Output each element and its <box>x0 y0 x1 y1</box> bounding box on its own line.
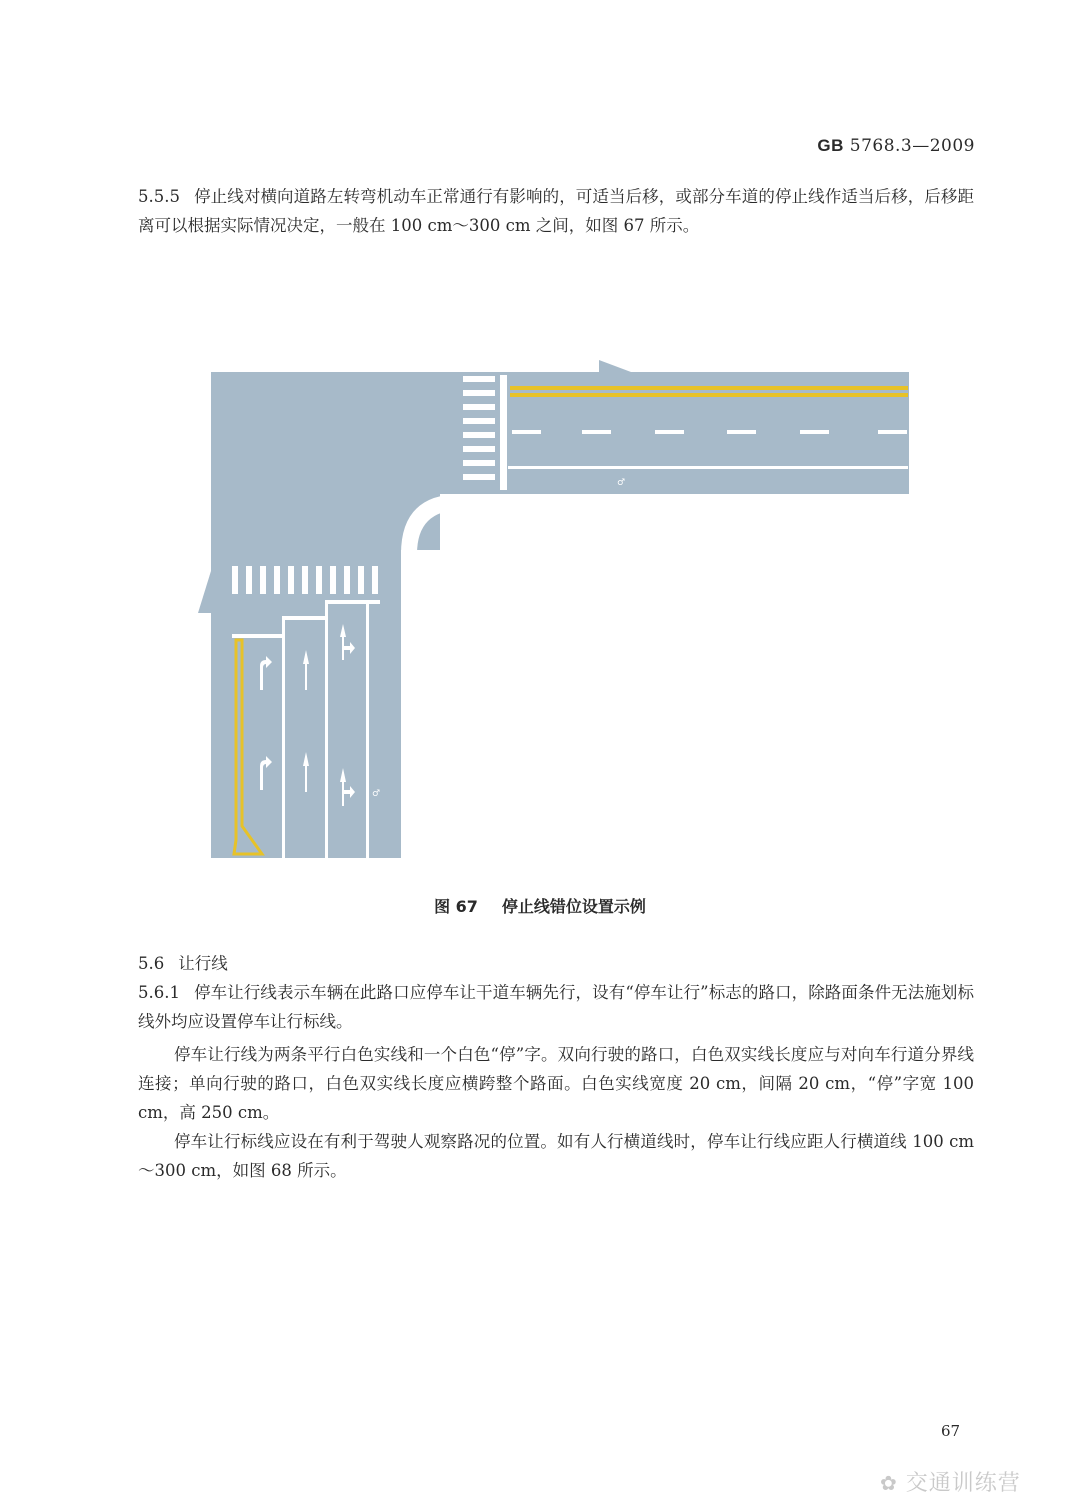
figure-number: 图 67 <box>434 897 478 916</box>
paragraph-stop-yield-line: 停车让行线为两条平行白色实线和一个白色“停”字。双向行驶的路口，白色双实线长度应与对向车行道分界线连接；单向行驶的路口，白色双实线长度应横跨整个路面。白色实线宽度 20 cm，间隔 20 cm，“停”字宽 100 cm，高 250 cm。 <box>138 1045 974 1122</box>
wechat-icon: ✿ <box>880 1471 898 1495</box>
clause-text: 停车让行线表示车辆在此路口应停车让干道车辆先行，设有“停车让行”标志的路口，除路面条件无法施划标线外均应设置停车让行标线。 <box>138 983 974 1031</box>
stop-line-top-arm <box>500 375 507 490</box>
section-title: 让行线 <box>178 954 228 973</box>
clause-number: 5.5.5 <box>138 187 180 206</box>
edge-line-top-arm <box>508 466 908 469</box>
section-number: 5.6 <box>138 954 165 973</box>
figure-title: 停止线错位设置示例 <box>501 897 646 916</box>
bicycle-symbol: ♂ <box>617 478 626 488</box>
road-surface <box>198 360 909 858</box>
clause-text: 停止线对横向道路左转弯机动车正常通行有影响的，可适当后移，或部分车道的停止线作适当后移，后移距离可以根据实际情况决定，一般在 100 cm～300 cm 之间，如图 67 所示。 <box>138 187 974 235</box>
standard-code: 5768.3—2009 <box>849 136 975 156</box>
page-number: 67 <box>941 1422 961 1440</box>
bicycle-symbol-left: ♂ <box>372 789 381 799</box>
paragraph-position: 停车让行标线应设在有利于驾驶人观察路况的位置。如有人行横道线时，停车让行线应距人行横道线 100 cm～300 cm，如图 68 所示。 <box>138 1132 974 1180</box>
watermark-text: 交通训练营 <box>905 1471 1021 1496</box>
section-heading <box>138 950 228 974</box>
yellow-centerline-top <box>510 386 908 390</box>
clause-5-6-1 <box>138 978 974 1036</box>
standard-prefix: GB <box>817 136 844 155</box>
clause-number: 5.6.1 <box>138 983 180 1002</box>
traffic-island-left <box>198 571 211 613</box>
watermark <box>880 1466 1021 1497</box>
figure-caption <box>0 894 1080 917</box>
yellow-centerline-bottom <box>510 393 908 397</box>
